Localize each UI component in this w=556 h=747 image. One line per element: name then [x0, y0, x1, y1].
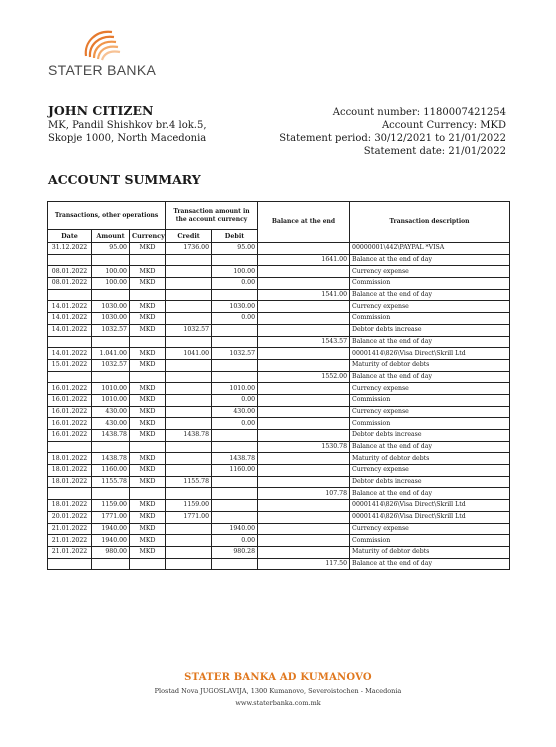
cell-currency: MKD [130, 418, 166, 430]
table-row [48, 418, 510, 430]
cell-amount: 1438.78 [92, 430, 130, 442]
table-row [48, 348, 510, 360]
table-row [48, 301, 510, 313]
col-amount: Amount [92, 230, 130, 243]
table-row [48, 313, 510, 325]
cell-currency: MKD [130, 278, 166, 290]
cell-currency: MKD [130, 359, 166, 371]
footer-website: www.staterbanka.com.mk [235, 699, 321, 707]
cell-amount: 1155.78 [92, 476, 130, 488]
cell-credit: 1032.57 [166, 324, 212, 336]
cell-date: 21.01.2022 [48, 535, 92, 547]
cell-currency: MKD [130, 301, 166, 313]
cell-date: 08.01.2022 [48, 266, 92, 278]
cell-amount: 1010.00 [92, 394, 130, 406]
cell-description: Currency expense [350, 301, 510, 313]
cell-balance [258, 383, 350, 395]
col-date: Date [48, 230, 92, 243]
cell-credit [166, 558, 212, 570]
cell-credit [166, 488, 212, 500]
cell-balance [258, 511, 350, 523]
cell-amount: 1771.00 [92, 511, 130, 523]
col-debit: Debit [212, 230, 258, 243]
cell-date: 15.01.2022 [48, 359, 92, 371]
cell-amount: 1159.00 [92, 500, 130, 512]
cell-description: Balance at the end of day [350, 441, 510, 453]
table-row [48, 336, 510, 348]
cell-currency: MKD [130, 535, 166, 547]
cell-balance: 1641.00 [258, 254, 350, 266]
cell-amount: 1.041.00 [92, 348, 130, 360]
table-row [48, 430, 510, 442]
cell-amount: 980.00 [92, 546, 130, 558]
table-row [48, 511, 510, 523]
cell-credit: 1438.78 [166, 430, 212, 442]
cell-date: 20.01.2022 [48, 511, 92, 523]
cell-amount: 430.00 [92, 406, 130, 418]
cell-debit [212, 430, 258, 442]
cell-amount [92, 371, 130, 383]
cell-debit [212, 500, 258, 512]
table-row [48, 441, 510, 453]
cell-currency: MKD [130, 500, 166, 512]
holder-address-line1: MK, Pandil Shishkov br.4 lok.5, [48, 120, 207, 131]
table-row [48, 535, 510, 547]
cell-credit [166, 465, 212, 477]
cell-debit: 1438.78 [212, 453, 258, 465]
cell-description: Currency expense [350, 266, 510, 278]
table-row [48, 453, 510, 465]
cell-balance [258, 476, 350, 488]
cell-credit: 1771.00 [166, 511, 212, 523]
cell-currency: MKD [130, 394, 166, 406]
cell-amount: 1030.00 [92, 313, 130, 325]
cell-debit [212, 359, 258, 371]
cell-debit: 0.00 [212, 535, 258, 547]
cell-description: Balance at the end of day [350, 558, 510, 570]
table-row [48, 278, 510, 290]
cell-debit: 1030.00 [212, 301, 258, 313]
table-row [48, 465, 510, 477]
table-row [48, 383, 510, 395]
cell-balance: 1552.00 [258, 371, 350, 383]
cell-credit [166, 535, 212, 547]
cell-debit [212, 558, 258, 570]
cell-debit: 1010.00 [212, 383, 258, 395]
cell-currency [130, 254, 166, 266]
cell-credit [166, 383, 212, 395]
cell-credit [166, 254, 212, 266]
cell-debit: 1032.57 [212, 348, 258, 360]
cell-amount [92, 558, 130, 570]
cell-amount [92, 289, 130, 301]
cell-balance: 117.50 [258, 558, 350, 570]
header-description: Transaction description [350, 202, 510, 243]
statement-date: Statement date: 21/01/2022 [363, 146, 506, 157]
cell-description: Balance at the end of day [350, 336, 510, 348]
cell-date: 18.01.2022 [48, 453, 92, 465]
cell-amount: 100.00 [92, 266, 130, 278]
account-currency: Account Currency: MKD [381, 120, 506, 131]
table-row [48, 406, 510, 418]
table-row [48, 523, 510, 535]
cell-balance [258, 500, 350, 512]
transactions-body [48, 243, 510, 570]
footer-address: Plostad Nova JUGOSLAVIJA, 1300 Kumanovo, Severoistochen - Macedonia [154, 687, 402, 695]
cell-amount [92, 254, 130, 266]
table-row [48, 359, 510, 371]
cell-balance [258, 430, 350, 442]
cell-amount: 1032.57 [92, 359, 130, 371]
cell-date: 21.01.2022 [48, 546, 92, 558]
table-row [48, 546, 510, 558]
cell-balance [258, 453, 350, 465]
cell-currency [130, 558, 166, 570]
cell-currency: MKD [130, 546, 166, 558]
cell-date: 18.01.2022 [48, 465, 92, 477]
holder-address-line2: Skopje 1000, North Macedonia [48, 133, 207, 144]
cell-debit [212, 441, 258, 453]
cell-balance [258, 278, 350, 290]
cell-amount [92, 336, 130, 348]
cell-balance [258, 465, 350, 477]
cell-description: Currency expense [350, 523, 510, 535]
table-row [48, 266, 510, 278]
cell-description: Debtor debts increase [350, 430, 510, 442]
cell-date: 18.01.2022 [48, 500, 92, 512]
table-row [48, 254, 510, 266]
cell-amount: 1160.00 [92, 465, 130, 477]
cell-debit [212, 476, 258, 488]
cell-description: Balance at the end of day [350, 289, 510, 301]
holder-name: JOHN CITIZEN [48, 103, 154, 118]
cell-amount: 1032.57 [92, 324, 130, 336]
table-row [48, 500, 510, 512]
cell-debit [212, 324, 258, 336]
cell-date [48, 441, 92, 453]
cell-date: 16.01.2022 [48, 394, 92, 406]
cell-date: 14.01.2022 [48, 313, 92, 325]
cell-balance [258, 546, 350, 558]
cell-balance [258, 394, 350, 406]
table-row [48, 558, 510, 570]
cell-credit [166, 394, 212, 406]
cell-date: 14.01.2022 [48, 348, 92, 360]
cell-currency: MKD [130, 511, 166, 523]
cell-description: Maturity of debtor debts [350, 359, 510, 371]
cell-date: 16.01.2022 [48, 430, 92, 442]
cell-debit [212, 371, 258, 383]
cell-debit: 1940.00 [212, 523, 258, 535]
cell-description: Commission [350, 313, 510, 325]
summary-title: ACCOUNT SUMMARY [48, 172, 201, 187]
cell-balance [258, 301, 350, 313]
cell-debit [212, 254, 258, 266]
swirl-logo-icon [82, 28, 122, 62]
col-currency: Currency [130, 230, 166, 243]
cell-description: Debtor debts increase [350, 324, 510, 336]
cell-credit [166, 441, 212, 453]
cell-description: Commission [350, 535, 510, 547]
col-credit: Credit [166, 230, 212, 243]
cell-balance [258, 266, 350, 278]
cell-description: 00001414\826\Visa Direct\Skrill Ltd [350, 511, 510, 523]
cell-amount: 100.00 [92, 278, 130, 290]
cell-debit [212, 336, 258, 348]
cell-balance [258, 523, 350, 535]
cell-amount [92, 488, 130, 500]
cell-currency: MKD [130, 313, 166, 325]
cell-description: 00001414\826\Visa Direct\Skrill Ltd [350, 500, 510, 512]
cell-currency [130, 289, 166, 301]
cell-description: Balance at the end of day [350, 254, 510, 266]
cell-balance [258, 406, 350, 418]
cell-credit [166, 359, 212, 371]
cell-credit [166, 278, 212, 290]
cell-credit [166, 313, 212, 325]
cell-amount: 1940.00 [92, 535, 130, 547]
cell-currency: MKD [130, 465, 166, 477]
cell-description: 00001414\826\Visa Direct\Skrill Ltd [350, 348, 510, 360]
table-row [48, 243, 510, 255]
cell-currency [130, 371, 166, 383]
cell-balance [258, 324, 350, 336]
cell-currency: MKD [130, 243, 166, 255]
cell-currency [130, 441, 166, 453]
table-row [48, 371, 510, 383]
cell-description: Commission [350, 394, 510, 406]
table-row [48, 324, 510, 336]
cell-currency: MKD [130, 348, 166, 360]
footer [0, 672, 556, 707]
cell-date [48, 254, 92, 266]
account-info [279, 106, 506, 158]
cell-currency: MKD [130, 406, 166, 418]
cell-date [48, 488, 92, 500]
cell-debit: 95.00 [212, 243, 258, 255]
statement-period: Statement period: 30/12/2021 to 21/01/2022 [279, 133, 506, 144]
cell-debit [212, 289, 258, 301]
cell-description: Debtor debts increase [350, 476, 510, 488]
cell-amount: 1030.00 [92, 301, 130, 313]
cell-date: 16.01.2022 [48, 406, 92, 418]
cell-balance [258, 359, 350, 371]
cell-date: 18.01.2022 [48, 476, 92, 488]
footer-bank-name: STATER BANKA AD KUMANOVO [184, 672, 372, 683]
cell-date: 08.01.2022 [48, 278, 92, 290]
cell-date [48, 558, 92, 570]
cell-balance [258, 243, 350, 255]
cell-credit [166, 406, 212, 418]
account-number: Account number: 1180007421254 [332, 107, 506, 118]
cell-credit [166, 289, 212, 301]
cell-currency: MKD [130, 453, 166, 465]
cell-currency: MKD [130, 476, 166, 488]
cell-balance: 107.78 [258, 488, 350, 500]
cell-description: Maturity of debtor debts [350, 546, 510, 558]
table-row [48, 289, 510, 301]
table-row [48, 394, 510, 406]
cell-credit [166, 453, 212, 465]
cell-debit: 430.00 [212, 406, 258, 418]
cell-description: 00000001\442\PAYPAL *VISA [350, 243, 510, 255]
cell-date: 14.01.2022 [48, 301, 92, 313]
cell-debit [212, 488, 258, 500]
cell-currency: MKD [130, 523, 166, 535]
cell-date [48, 336, 92, 348]
cell-debit: 0.00 [212, 278, 258, 290]
cell-description: Currency expense [350, 406, 510, 418]
cell-currency: MKD [130, 383, 166, 395]
cell-balance: 1541.00 [258, 289, 350, 301]
cell-balance [258, 313, 350, 325]
cell-credit: 1736.00 [166, 243, 212, 255]
cell-debit: 100.00 [212, 266, 258, 278]
cell-description: Commission [350, 418, 510, 430]
cell-credit [166, 523, 212, 535]
cell-balance [258, 348, 350, 360]
header-amount-currency: Transaction amount in the account currency [166, 202, 258, 230]
table-row [48, 476, 510, 488]
cell-date [48, 371, 92, 383]
cell-date: 16.01.2022 [48, 418, 92, 430]
cell-description: Balance at the end of day [350, 371, 510, 383]
cell-currency: MKD [130, 430, 166, 442]
cell-credit [166, 301, 212, 313]
cell-date: 16.01.2022 [48, 383, 92, 395]
header-transactions: Transactions, other operations [48, 202, 166, 230]
cell-amount: 1438.78 [92, 453, 130, 465]
cell-debit: 0.00 [212, 313, 258, 325]
cell-debit: 1160.00 [212, 465, 258, 477]
cell-debit [212, 511, 258, 523]
cell-currency: MKD [130, 266, 166, 278]
cell-credit [166, 266, 212, 278]
cell-credit: 1041.00 [166, 348, 212, 360]
cell-debit: 980.28 [212, 546, 258, 558]
cell-balance: 1543.57 [258, 336, 350, 348]
cell-currency [130, 488, 166, 500]
cell-currency: MKD [130, 324, 166, 336]
cell-debit: 0.00 [212, 418, 258, 430]
cell-amount: 95.00 [92, 243, 130, 255]
account-holder [48, 104, 207, 145]
cell-credit: 1155.78 [166, 476, 212, 488]
cell-description: Currency expense [350, 383, 510, 395]
cell-credit [166, 418, 212, 430]
cell-credit [166, 546, 212, 558]
cell-balance [258, 535, 350, 547]
logo-text: STATER BANKA [48, 62, 157, 78]
cell-balance [258, 418, 350, 430]
cell-description: Balance at the end of day [350, 488, 510, 500]
cell-currency [130, 336, 166, 348]
table-row [48, 488, 510, 500]
cell-description: Currency expense [350, 465, 510, 477]
cell-date [48, 289, 92, 301]
cell-amount: 430.00 [92, 418, 130, 430]
cell-description: Commission [350, 278, 510, 290]
cell-amount: 1010.00 [92, 383, 130, 395]
cell-credit [166, 371, 212, 383]
cell-amount [92, 441, 130, 453]
transactions-table [47, 201, 510, 570]
cell-date: 14.01.2022 [48, 324, 92, 336]
cell-debit: 0.00 [212, 394, 258, 406]
cell-date: 31.12.2022 [48, 243, 92, 255]
cell-date: 21.01.2022 [48, 523, 92, 535]
cell-amount: 1940.00 [92, 523, 130, 535]
cell-credit: 1159.00 [166, 500, 212, 512]
header-balance: Balance at the end [258, 202, 350, 243]
bank-logo [48, 28, 158, 80]
cell-balance: 1530.78 [258, 441, 350, 453]
cell-description: Maturity of debtor debts [350, 453, 510, 465]
cell-credit [166, 336, 212, 348]
